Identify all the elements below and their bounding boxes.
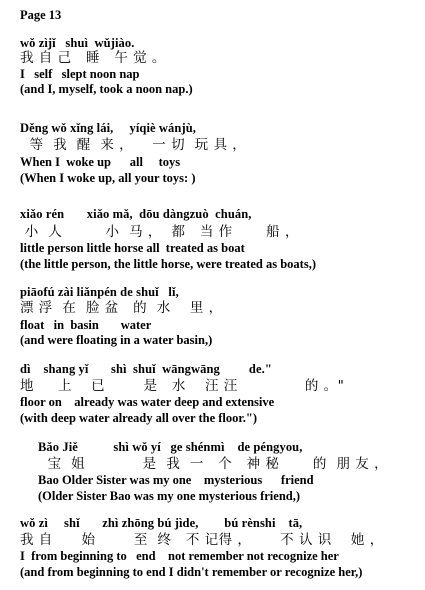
stanza-4-pinyin: piāofú zài liǎnpén de shuǐ lǐ, (20, 285, 179, 299)
stanza-6-english: Bao Older Sister was my one mysterious friend (38, 473, 314, 487)
stanza-5-translation: (with deep water already all over the floor.") (20, 411, 257, 425)
stanza-3-translation: (the little person, the little horse, were treated as boats,) (20, 257, 316, 271)
stanza-2-pinyin: Děng wǒ xǐng lái, yíqiè wánjù, (20, 121, 196, 135)
stanza-1-translation: (and I, myself, took a noon nap.) (20, 82, 193, 96)
page-number: Page 13 (20, 8, 62, 22)
stanza-6-hanzi: 宝 姐 是 我 一 个 神 秘 的 朋 友 ， (38, 456, 389, 472)
stanza-4-translation: (and were floating in a water basin,) (20, 333, 213, 347)
stanza-1-hanzi: 我 自 己 睡 午 觉 。 (20, 50, 166, 66)
stanza-3-english: little person little horse all treated as boat (20, 241, 245, 255)
stanza-5-pinyin: dì shang yǐ shì shuǐ wāngwāng de." (20, 362, 272, 376)
stanza-3-pinyin: xiǎo rén xiǎo mǎ, dōu dàngzuò chuán, (20, 207, 252, 221)
stanza-1-english: I self slept noon nap (20, 67, 140, 81)
stanza-4-english: float in basin water (20, 318, 152, 332)
stanza-6-pinyin: Bǎo Jiě shì wǒ yí ge shénmì de péngyou, (38, 440, 303, 454)
stanza-3-hanzi: 小 人 小 马 ， 都 当 作 船 ， (20, 224, 299, 240)
stanza-5-english: floor on already was water deep and extensive (20, 395, 275, 409)
stanza-2-translation: (When I woke up, all your toys: ) (20, 171, 196, 185)
stanza-7-english: I from beginning to end not remember not recognize her (20, 549, 339, 563)
stanza-7-translation: (and from beginning to end I didn't remember or recognize her,) (20, 565, 363, 579)
stanza-6-translation: (Older Sister Bao was my one mysterious friend,) (38, 489, 301, 503)
stanza-7-pinyin: wǒ zì shǐ zhì zhōng bú jìde, bú rènshi tā, (20, 516, 303, 530)
stanza-7-hanzi: 我 自 始 至 终 不 记得 ， 不 认 识 她 ， (20, 532, 384, 548)
stanza-5-hanzi: 地 上 已 是 水 汪 汪 的 。" (20, 378, 345, 394)
stanza-2-english: When I woke up all toys (20, 155, 181, 169)
stanza-4-hanzi: 漂 浮 在 脸 盆 的 水 里 ， (20, 300, 223, 316)
stanza-2-hanzi: 等 我 醒 来 ， 一 切 玩 具 ， (20, 137, 247, 153)
stanza-1-pinyin: wǒ zìjǐ shuì wǔjiào. (20, 36, 135, 50)
